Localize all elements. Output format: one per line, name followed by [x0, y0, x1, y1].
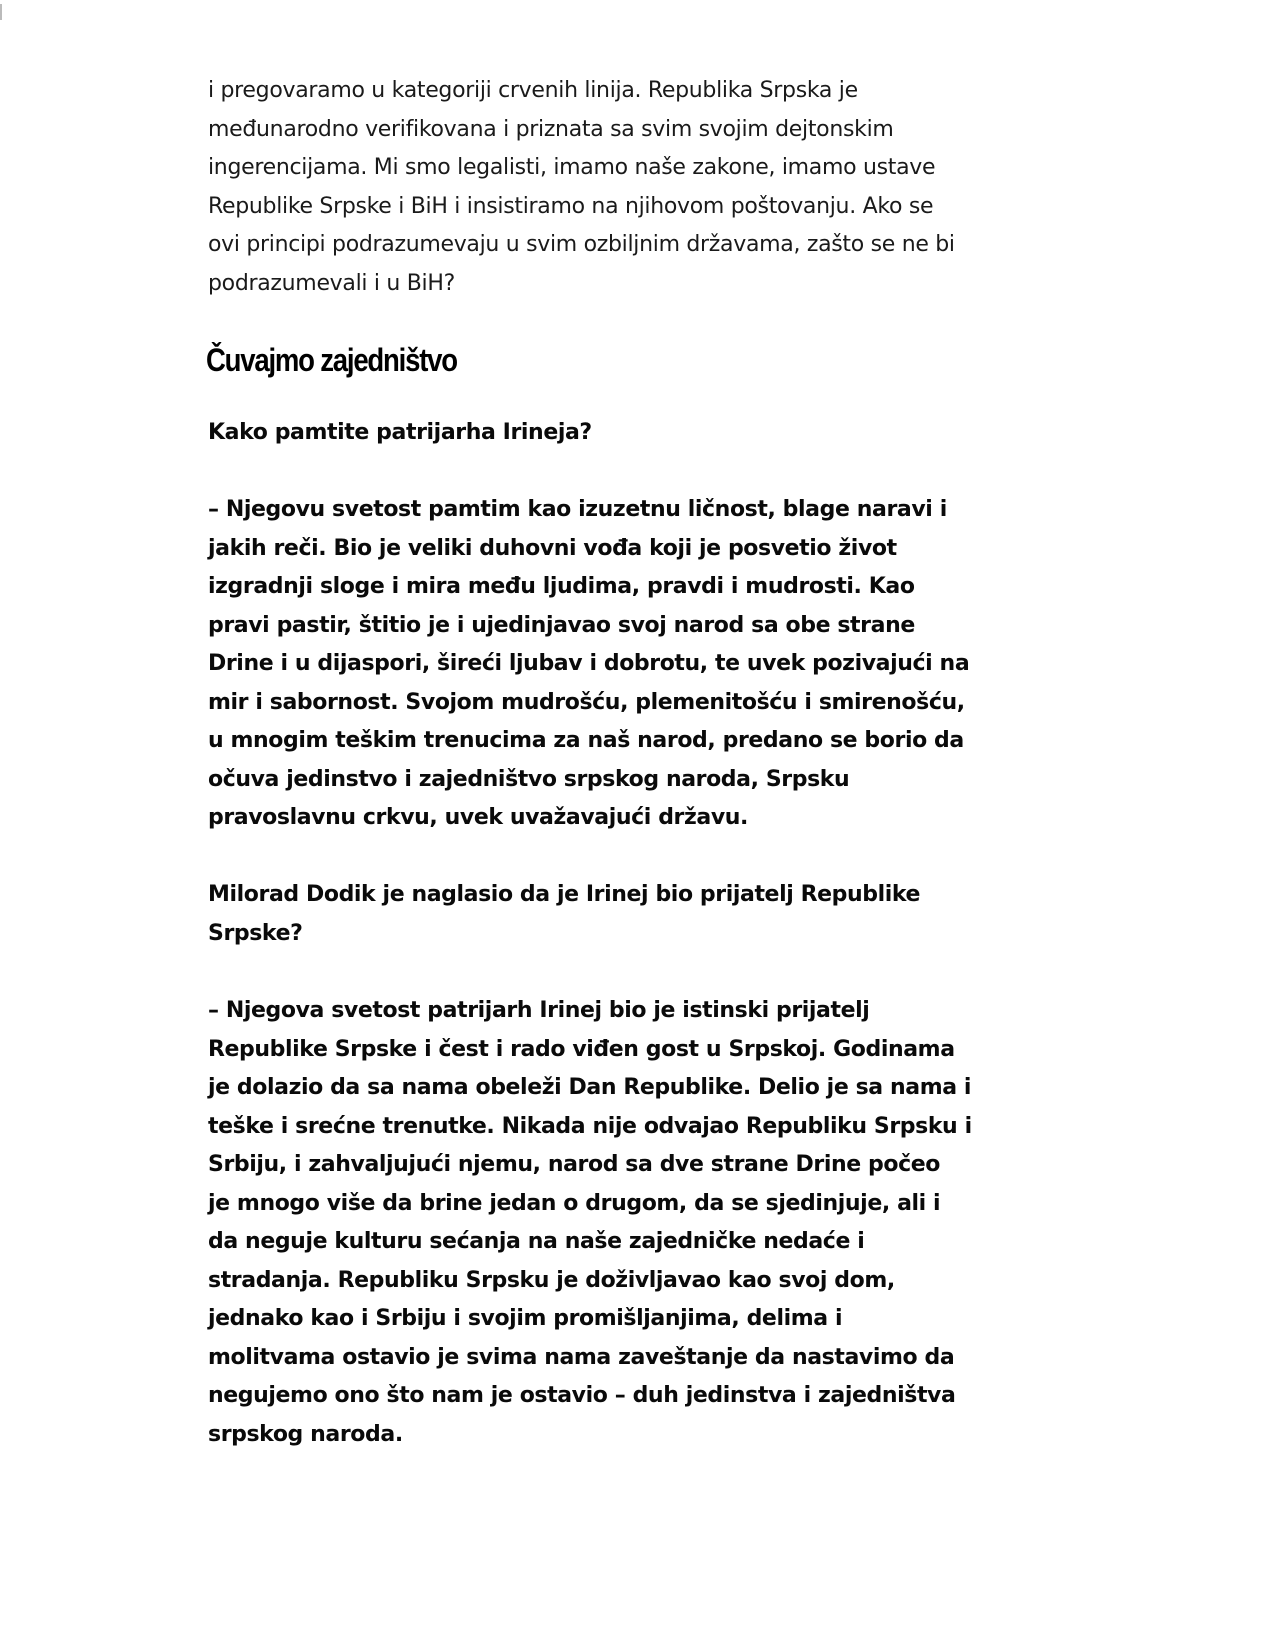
answer-line: stradanja. Republiku Srpsku je doživljavao kao svoj dom,	[208, 1268, 895, 1293]
answer-line: pravi pastir, štitio je i ujedinjavao svoj narod sa obe strane	[208, 613, 915, 638]
text-line: podrazumevali i u BiH?	[208, 271, 455, 296]
text-line: međunarodno verifikovana i priznata sa svim svojim dejtonskim	[208, 117, 894, 142]
answer-line: – Njegovu svetost pamtim kao izuzetnu ličnost, blage naravi i	[208, 497, 947, 522]
answer-line: mir i sabornost. Svojom mudrošću, plemenitošću i smirenošću,	[208, 690, 965, 715]
answer-line: da neguje kulturu sećanja na naše zajedničke nedaće i	[208, 1229, 865, 1254]
text-line: ovi principi podrazumevaju u svim ozbiljnim državama, zašto se ne bi	[208, 232, 955, 257]
answer-line: Srbiju, i zahvaljujući njemu, narod sa dve strane Drine počeo	[208, 1152, 940, 1177]
question-line: Srpske?	[208, 921, 303, 946]
answer-line: izgradnji sloge i mira među ljudima, pravdi i mudrosti. Kao	[208, 574, 915, 599]
answer-line: je dolazio da sa nama obeleži Dan Republike. Delio je sa nama i	[208, 1075, 972, 1100]
answer-line: pravoslavnu crkvu, uvek uvažavajući državu.	[208, 805, 748, 830]
answer-line: srpskog naroda.	[208, 1422, 403, 1447]
answer-line: teške i srećne trenutke. Nikada nije odvajao Republiku Srpsku i	[208, 1114, 972, 1139]
text-line: Republike Srpske i BiH i insistiramo na njihovom poštovanju. Ako se	[208, 194, 934, 219]
answer-line: Republike Srpske i čest i rado viđen gost u Srpskoj. Godinama	[208, 1037, 955, 1062]
answer-line: je mnogo više da brine jedan o drugom, da se sjedinjuje, ali i	[208, 1191, 941, 1216]
text-line: i pregovaramo u kategoriji crvenih linija. Republika Srpska je	[208, 78, 858, 103]
page-edge-mark	[0, 4, 2, 20]
answer-line: očuva jedinstvo i zajedništvo srpskog naroda, Srpsku	[208, 767, 850, 792]
answer-line: u mnogim teškim trenucima za naš narod, predano se borio da	[208, 728, 964, 753]
text-line: ingerencijama. Mi smo legalisti, imamo naše zakone, imamo ustave	[208, 155, 936, 180]
question-line: Milorad Dodik je naglasio da je Irinej bio prijatelj Republike	[208, 882, 921, 907]
answer-line: jakih reči. Bio je veliki duhovni vođa koji je posvetio život	[208, 536, 897, 561]
question-line: Kako pamtite patrijarha Irineja?	[208, 420, 592, 445]
answer-line: jednako kao i Srbiju i svojim promišljanjima, delima i	[208, 1306, 843, 1331]
answer-line: negujemo ono što nam je ostavio – duh jedinstva i zajedništva	[208, 1383, 956, 1408]
answer-line: molitvama ostavio je svima nama zaveštanje da nastavimo da	[208, 1345, 955, 1370]
answer-line: – Njegova svetost patrijarh Irinej bio je istinski prijatelj	[208, 998, 870, 1023]
section-heading: Čuvajmo zajedništvo	[206, 342, 457, 378]
answer-line: Drine i u dijaspori, šireći ljubav i dobrotu, te uvek pozivajući na	[208, 651, 970, 676]
